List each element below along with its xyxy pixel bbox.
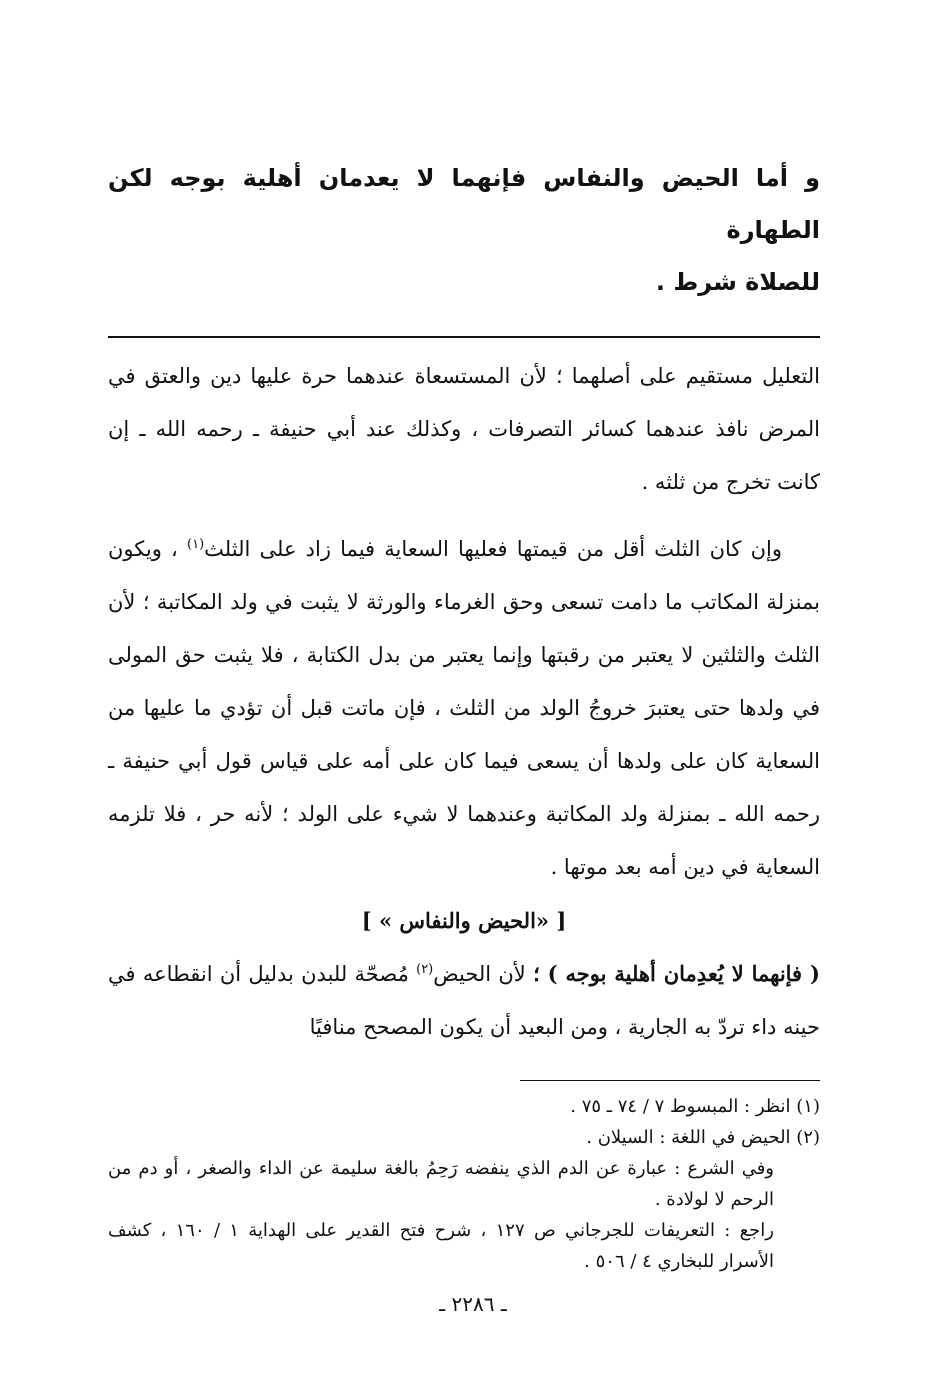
- separator-rule: [108, 336, 820, 338]
- commentary-line: في المرض نافذ عندهما كسائر التصرفات ، وكذلك عند أبي حنيفة ـ رحمه الله: [108, 364, 820, 441]
- footnote-separator: [520, 1080, 820, 1081]
- commentary-paragraph-1: [108, 350, 820, 509]
- footnote-1: (١) انظر : المبسوط ٧ / ٧٤ ـ ٧٥ .: [570, 1096, 820, 1117]
- commentary-text: مُصحّة للبدن بدليل أن انقطاعه في حينه داء تردّ به الجارية ، ومن البعيد أن يكون المصحح منافيًا: [108, 962, 820, 1039]
- quoted-matn: ( فإنهما لا يُعدِمان أهلية بوجه ) ؛: [533, 961, 820, 986]
- footnote-2-references: راجع : التعريفات للجرجاني ص ١٢٧ ، شرح فتح القدير على الهداية ١ / ١٦٠ ، كشف الأسرار للبخاري ٤ / ٥٠٦ .: [108, 1220, 774, 1272]
- footnote-marker-2: (٢): [416, 962, 434, 977]
- matn-text: [108, 150, 820, 308]
- page-body: [108, 150, 820, 1277]
- footnotes: [108, 1091, 820, 1277]
- page-number: ـ ٢٢٨٦ ـ: [439, 1292, 507, 1316]
- footnote-marker-1: (١): [187, 537, 205, 552]
- footnote-2: (٢) الحيض في اللغة : السيلان .: [586, 1127, 820, 1148]
- commentary-line: ـ إن كانت تخرج من ثلثه .: [108, 417, 820, 494]
- commentary: [108, 350, 820, 1054]
- matn-line-2: للصلاة شرط .: [655, 268, 820, 296]
- commentary-paragraph-3: [108, 947, 820, 1054]
- commentary-text: لأن الحيض: [433, 962, 526, 986]
- commentary-text: وإن كان الثلث أقل من قيمتها فعليها السعاية فيما زاد على الثلث: [204, 537, 782, 561]
- section-heading: [ «الحيض والنفاس » ]: [361, 908, 567, 933]
- footnote-2-definition: وفي الشرع : عبارة عن الدم الذي ينفضه رَحِمُ بالغة سليمة عن الداء والصغر ، أو دم من الرحم لا لولادة .: [108, 1158, 774, 1210]
- commentary-line: التعليل مستقيم على أصلهما ؛ لأن المستسعاة عندهما حرة عليها دين والعتق: [144, 364, 820, 388]
- commentary-paragraph-2: [108, 523, 820, 894]
- matn-line-1: و أما الحيض والنفاس فإنهما لا يعدمان أهلية بوجه لكن الطهارة: [108, 164, 820, 244]
- commentary-text: ، ويكون بمنزلة المكاتب ما دامت تسعى وحق الغرماء والورثة لا يثبت في ولد المكاتبة ؛ لأن الثلث والثلثين لا يعتبر من رقبتها وإنما يعتبر من بدل الكتابة ، فلا يثبت حق المولى في ولدها حتى يعتبرَ خروجُ الولد من الثلث ، فإن ماتت قبل أن تؤدي ما عليها من السعاية كان على ولدها أن يسعى فيما كان على أمه على قياس قول أبي حنيفة ـ رحمه الله ـ بمنزلة ولد المكاتبة وعندهما لا شيء على الولد ؛ لأنه حر ، فلا تلزمه السعاية في دين أمه بعد موتها .: [108, 537, 821, 879]
